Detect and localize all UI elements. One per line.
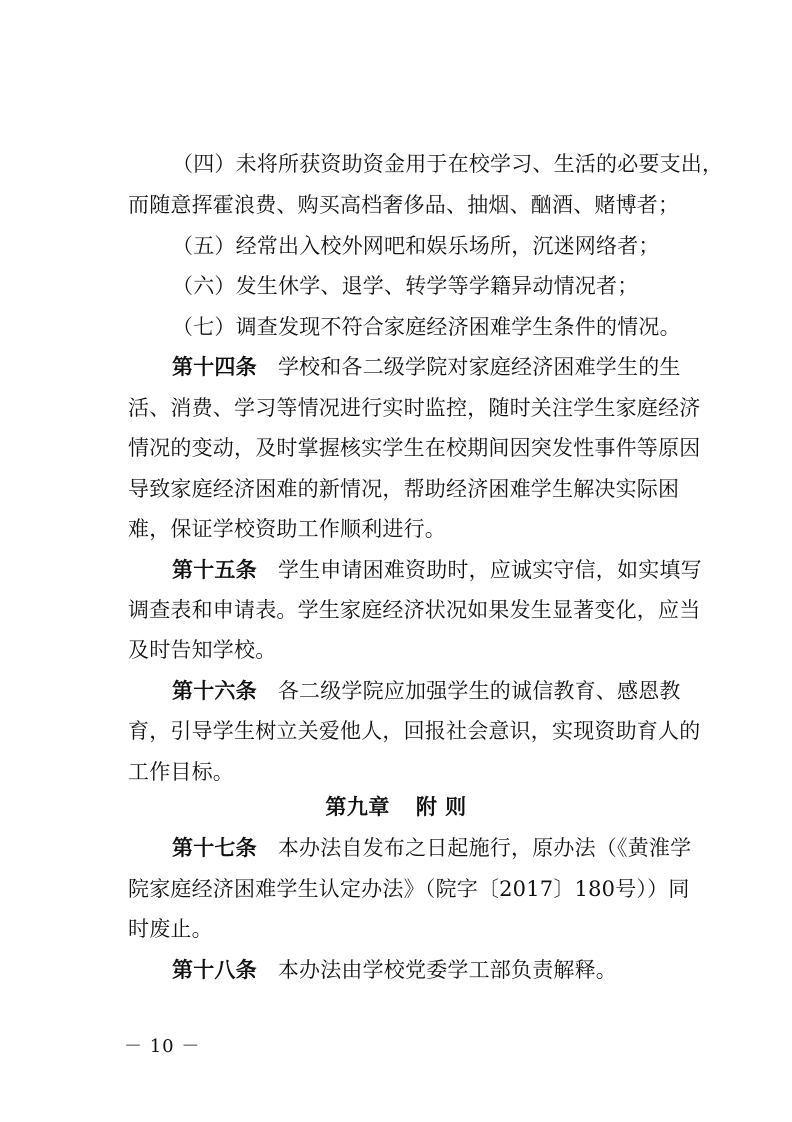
article-17-line-1 [172,835,691,861]
article-16-line-2: 育，引导学生树立关爱他人，回报社会意识，实现资助育人的 [128,719,701,743]
article-15-line-3: 及时告知学校。 [128,638,277,662]
article-16-line-3: 工作目标。 [128,760,234,784]
item-six: （六）发生休学、退学、转学等学籍异动情况者； [172,274,639,298]
item-four-line-1: （四）未将所获资助资金用于在校学习、生活的必要支出， [172,152,724,176]
chapter-heading [0,794,792,820]
chapter-number: 第九章 [325,795,390,819]
chapter-title: 附 则 [415,795,467,819]
article-14-line-3: 情况的变动，及时掌握核实学生在校期间因突发性事件等原因 [128,436,701,460]
article-18-line-1 [172,957,617,983]
article-15-text-1: 学生申请困难资助时，应诚实守信，如实填写 [277,558,702,582]
article-16-text-1: 各二级学院应加强学生的诚信教育、感恩教 [277,679,681,703]
article-15-line-1 [172,557,702,583]
article-17-text-1: 本办法自发布之日起施行，原办法（《黄淮学 [277,836,692,860]
page-number: － 10 － [124,1036,201,1057]
item-five: （五）经常出入校外网吧和娱乐场所，沉迷网络者； [172,234,660,258]
item-seven: （七）调查发现不符合家庭经济困难学生条件的情况。 [172,315,681,339]
article-14-line-1 [172,354,681,380]
article-14-heading: 第十四条 [172,355,257,379]
article-14-line-2: 活、消费、学习等情况进行实时监控，随时关注学生家庭经济 [128,396,701,420]
article-18-heading: 第十八条 [172,958,257,982]
article-14-line-4: 导致家庭经济困难的新情况，帮助经济困难学生解决实际困 [128,477,680,501]
article-15-heading: 第十五条 [172,558,257,582]
article-16-line-1 [172,678,681,704]
article-16-heading: 第十六条 [172,679,257,703]
item-four-line-2: 而随意挥霍浪费、购买高档奢侈品、抽烟、酗酒、赌博者； [128,193,680,217]
article-14-text-1: 学校和各二级学院对家庭经济困难学生的生 [277,355,681,379]
article-17-line-3: 时废止。 [128,917,213,941]
article-14-line-5: 难，保证学校资助工作顺利进行。 [128,517,446,541]
article-17-heading: 第十七条 [172,836,257,860]
article-15-line-2: 调查表和申请表。学生家庭经济状况如果发生显著变化，应当 [128,598,701,622]
article-18-text-1: 本办法由学校党委学工部负责解释。 [277,958,618,982]
article-17-line-2: 院家庭经济困难学生认定办法》（院字〔2017〕180号））同 [128,877,690,901]
